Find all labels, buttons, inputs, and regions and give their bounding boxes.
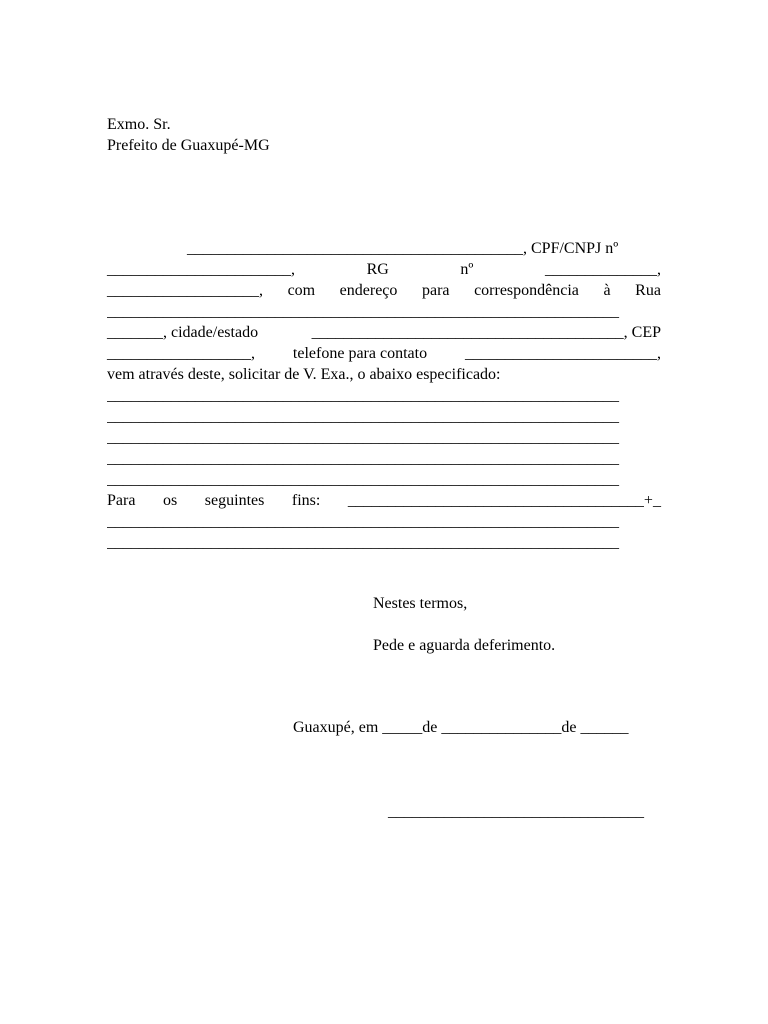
form-line-purpose bbox=[107, 490, 661, 511]
address-blank: ___________________, bbox=[107, 282, 263, 299]
word-para: para bbox=[421, 282, 450, 299]
form-line-rg bbox=[107, 259, 661, 280]
word-seguintes: seguintes bbox=[204, 492, 265, 509]
rg-label: RG bbox=[366, 261, 389, 278]
rg-number-label: nº bbox=[460, 261, 474, 278]
word-os: os bbox=[163, 492, 178, 509]
word-a: à bbox=[603, 282, 611, 299]
rg-blank-a: _______________________, bbox=[107, 261, 295, 278]
request-intro: vem através deste, solicitar de V. Exa., o abaixo especificado: bbox=[107, 366, 501, 383]
request-blank-line: ________________________________________________________________ bbox=[107, 450, 619, 467]
form-line-city bbox=[107, 322, 661, 343]
request-blank-line: ________________________________________________________________ bbox=[107, 429, 619, 446]
request-blank-line: ________________________________________________________________ bbox=[107, 387, 619, 404]
city-label: _______, cidade/estado bbox=[107, 324, 259, 341]
street-blank: ________________________________________________________________ bbox=[107, 303, 619, 320]
form-line-address bbox=[107, 280, 661, 301]
purpose-blank-line: ________________________________________________________________ bbox=[107, 513, 619, 530]
purpose-blank-line: ________________________________________________________________ bbox=[107, 534, 619, 551]
rg-blank-b: ______________, bbox=[544, 261, 661, 278]
closing-request: Pede e aguarda deferimento. bbox=[373, 637, 556, 654]
phone-label: telefone para contato bbox=[292, 345, 428, 362]
request-blank-line: ________________________________________________________________ bbox=[107, 408, 619, 425]
form-line-phone bbox=[107, 343, 661, 364]
word-com: com bbox=[287, 282, 316, 299]
word-correspondencia: correspondência bbox=[474, 282, 579, 299]
date-line: Guaxupé, em _____de _______________de ______ bbox=[293, 719, 629, 736]
word-rua: Rua bbox=[635, 282, 661, 299]
cep-label: _______________________________________, CEP bbox=[311, 324, 661, 341]
cep-blank: __________________, bbox=[107, 345, 255, 362]
word-endereco: endereço bbox=[339, 282, 398, 299]
request-blank-line: ________________________________________________________________ bbox=[107, 471, 619, 488]
salutation: Exmo. Sr. bbox=[107, 116, 171, 133]
recipient: Prefeito de Guaxupé-MG bbox=[107, 137, 270, 154]
signature-line: ________________________________ bbox=[388, 803, 644, 820]
word-fins: fins: bbox=[291, 492, 321, 509]
phone-blank: ________________________, bbox=[465, 345, 661, 362]
form-line-name-cpf: __________________________________________, CPF/CNPJ nº bbox=[187, 240, 619, 257]
closing-terms: Nestes termos, bbox=[373, 595, 468, 612]
purpose-blank: _____________________________________+_ bbox=[347, 492, 661, 509]
word-para-fins: Para bbox=[107, 492, 136, 509]
